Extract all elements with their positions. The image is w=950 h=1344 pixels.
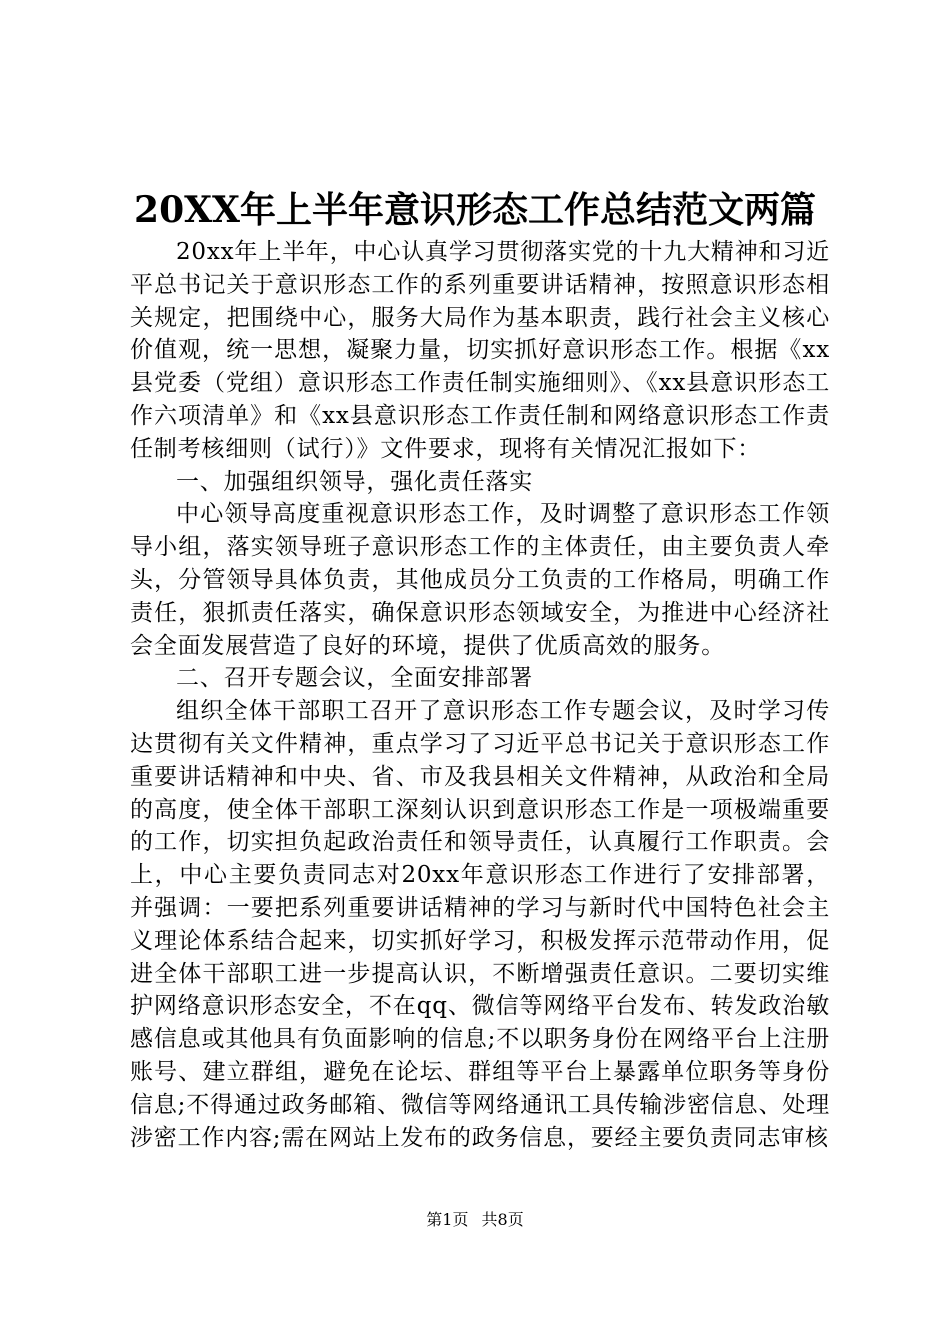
page-footer	[0, 1210, 950, 1230]
paragraph-section-1: 中心领导高度重视意识形态工作，及时调整了意识形态工作领导小组，落实领导班子意识形态工作的主体责任，由主要负责人牵头，分管领导具体负责，其他成员分工负责的工作格局，明确工作责任，狠抓责任落实，确保意识形态领域安全，为推进中心经济社会全面发展营造了良好的环境，提供了优质高效的服务。	[130, 501, 830, 659]
document-body	[130, 236, 830, 1154]
paragraph-intro: 20xx年上半年，中心认真学习贯彻落实党的十九大精神和习近平总书记关于意识形态工作的系列重要讲话精神，按照意识形态相关规定，把围绕中心，服务大局作为基本职责，践行社会主义核心价值观，统一思想，凝聚力量，切实抓好意识形态工作。根据《xx县党委（党组）意识形态工作责任制实施细则》、《xx县意识形态工作六项清单》和《xx县意识形态工作责任制和网络意识形态工作责任制考核细则（试行）》文件要求，现将有关情况汇报如下：	[130, 239, 830, 462]
section-heading-1: 一、加强组织领导，强化责任落实	[176, 468, 533, 495]
section-heading-2: 二、召开专题会议，全面安排部署	[176, 665, 533, 692]
page-number: 第1页	[426, 1210, 469, 1229]
paragraph-section-2: 组织全体干部职工召开了意识形态工作专题会议，及时学习传达贯彻有关文件精神，重点学习了习近平总书记关于意识形态工作重要讲话精神和中央、省、市及我县相关文件精神，从政治和全局的高度，使全体干部职工深刻认识到意识形态工作是一项极端重要的工作，切实担负起政治责任和领导责任，认真履行工作职责。会上，中心主要负责同志对20xx年意识形态工作进行了安排部署，并强调：一要把系列重要讲话精神的学习与新时代中国特色社会主义理论体系结合起来，切实抓好学习，积极发挥示范带动作用，促进全体干部职工进一步提高认识，不断增强责任意识。二要切实维护网络意识形态安全，不在qq、微信等网络平台发布、转发政治敏感信息或其他具有负面影响的信息;不以职务身份在网络平台上注册账号、建立群组，避免在论坛、群组等平台上暴露单位职务等身份信息;不得通过政务邮箱、微信等网络通讯工具传输涉密信息、处理涉密工作内容;需在网站上发布的政务信息，要经主要负责同志审核	[130, 698, 830, 1151]
document-title: 20XX年上半年意识形态工作总结范文两篇	[134, 189, 816, 231]
page-total: 共8页	[481, 1210, 524, 1229]
